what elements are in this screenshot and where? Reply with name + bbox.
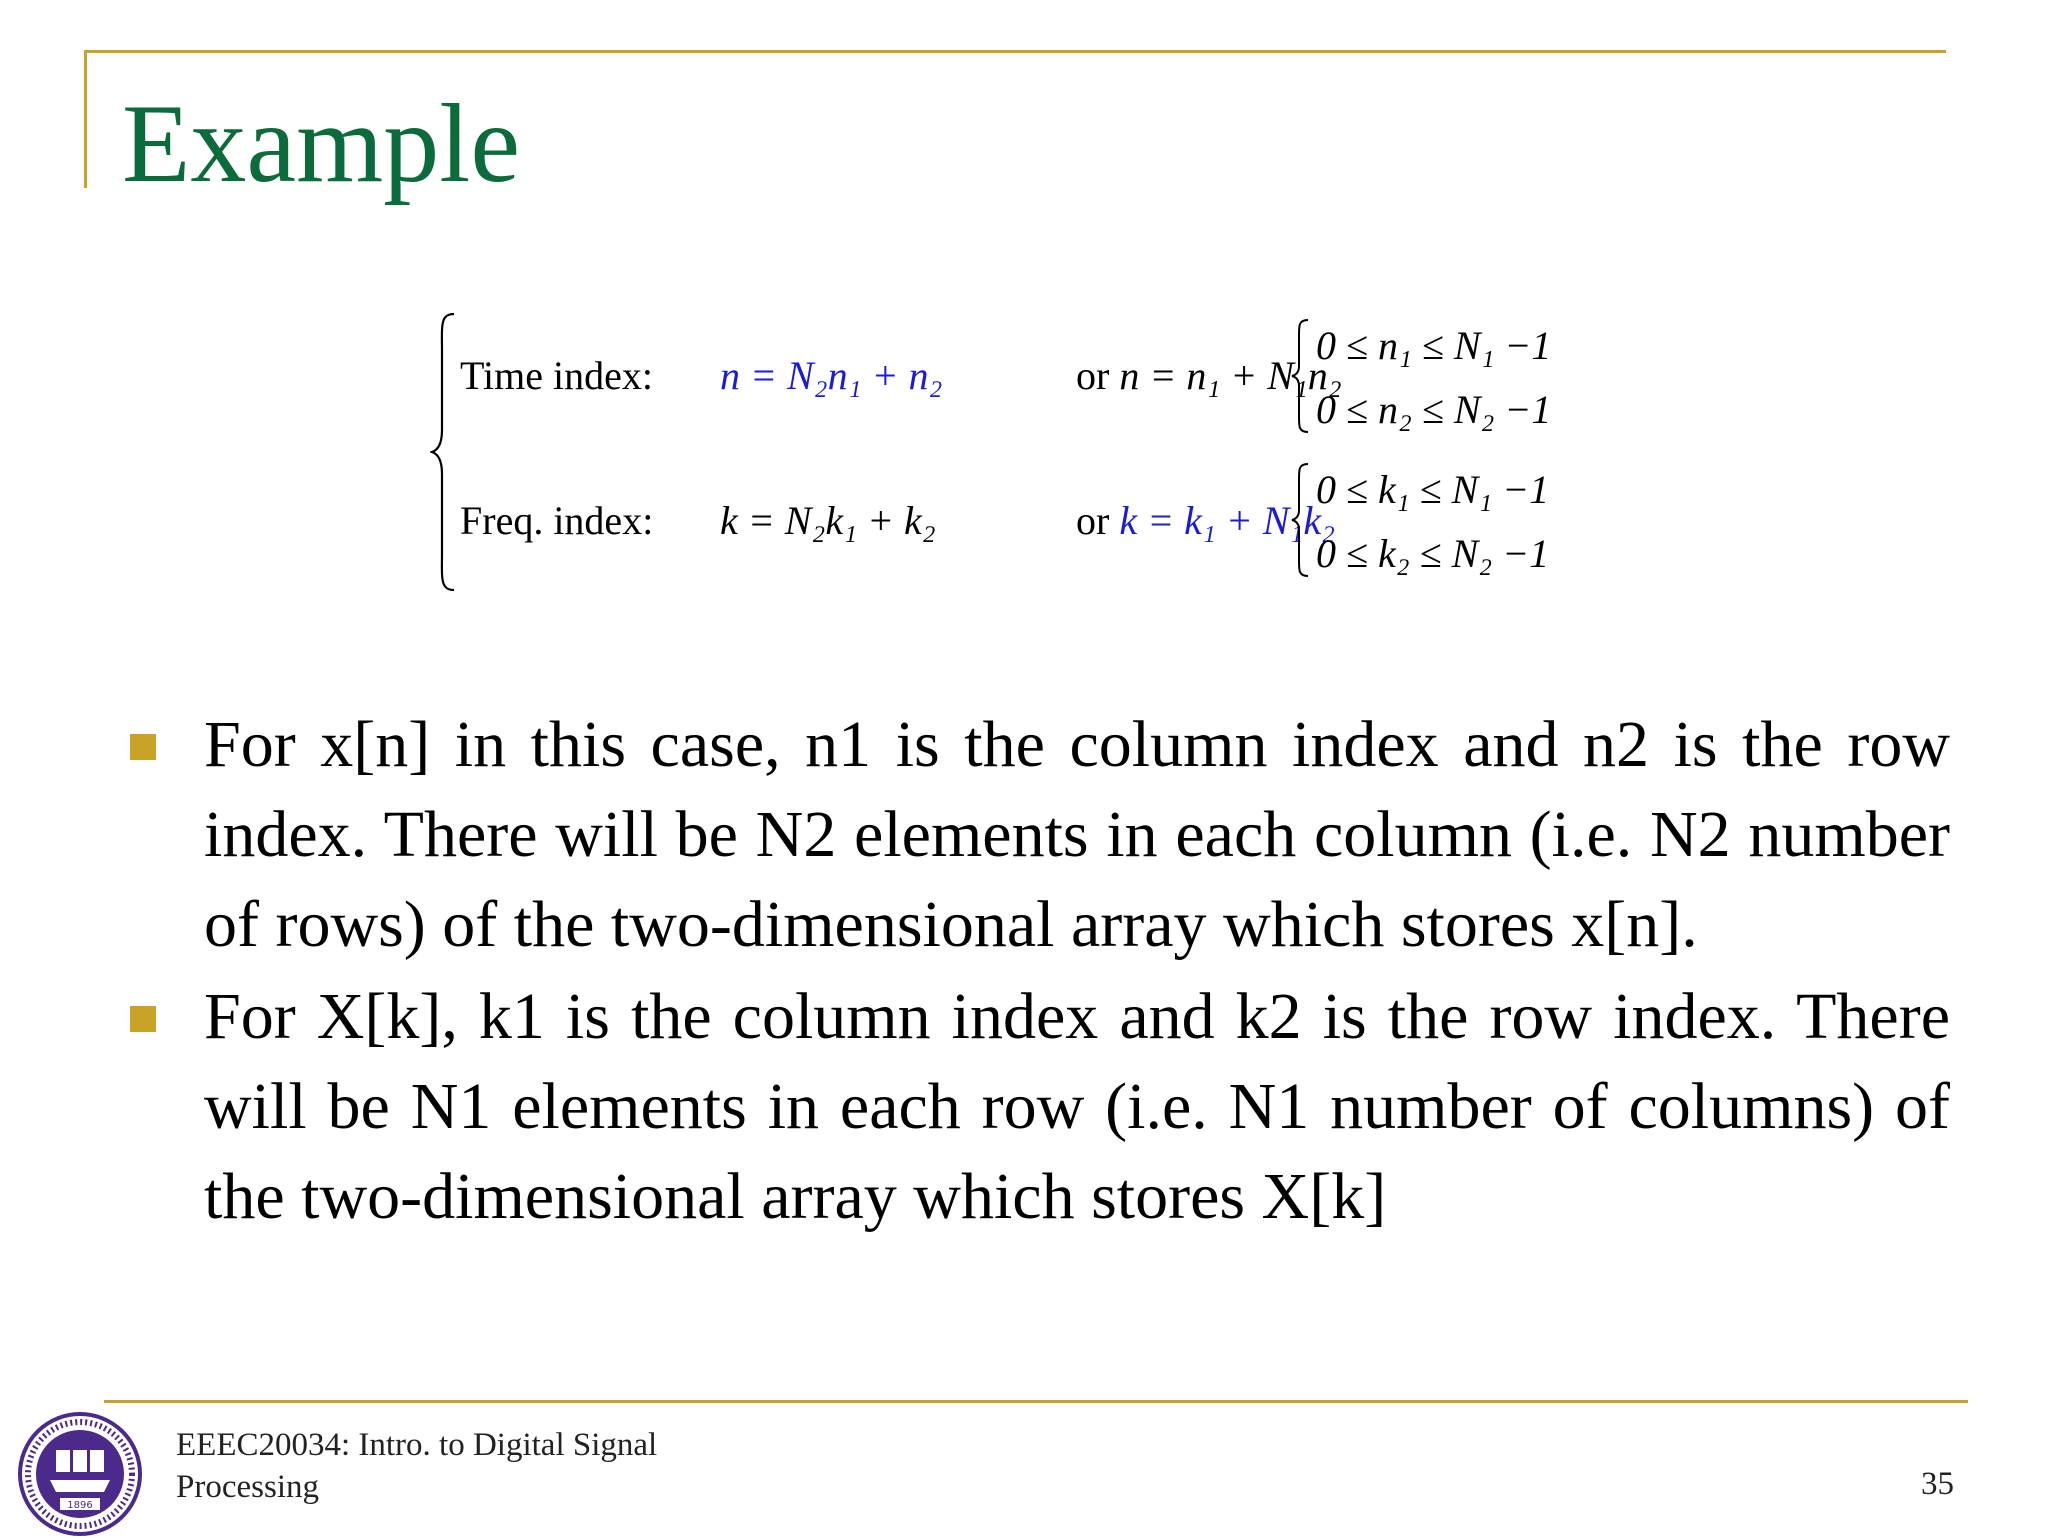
freq-index-main-eq: k = N₂k₁ + k₂ bbox=[720, 498, 936, 543]
freq-index-label: Freq. index: bbox=[460, 498, 654, 543]
time-condition-1: 0 ≤ n₁ ≤ N₁ −1 bbox=[1316, 323, 1552, 368]
freq-index-alt-eq: k = k₁ + N₁k₂ bbox=[1119, 498, 1335, 543]
equation-block bbox=[430, 312, 1580, 592]
time-index-main-eq: n = N₂n₁ + n₂ bbox=[720, 353, 943, 398]
time-conditions bbox=[1290, 316, 1590, 436]
course-name bbox=[176, 1424, 776, 1508]
footer-rule bbox=[104, 1400, 1968, 1403]
time-index-alt-eq: n = n₁ + N₁n₂ bbox=[1119, 353, 1342, 398]
square-bullet-icon bbox=[130, 1006, 156, 1032]
frame-left-rule bbox=[84, 50, 87, 188]
bullet-list bbox=[130, 700, 1950, 1242]
freq-index-row bbox=[460, 497, 1335, 557]
university-seal-logo bbox=[16, 1410, 144, 1538]
bullet-item bbox=[130, 700, 1950, 970]
svg-text:1896: 1896 bbox=[67, 1500, 93, 1511]
square-bullet-icon bbox=[130, 734, 156, 760]
time-index-or: or bbox=[1076, 353, 1110, 398]
freq-conditions-brace bbox=[1290, 460, 1310, 580]
left-brace bbox=[430, 312, 456, 592]
bullet-text: For X[k], k1 is the column index and k2 is the row index. There will be N1 elements in each row (i.e. N1 number of columns) of the two-dimensional array which stores X[k] bbox=[204, 980, 1950, 1233]
course-name-line-1: EEEC20034: Intro. to Digital Signal bbox=[176, 1427, 658, 1463]
time-index-row bbox=[460, 352, 1342, 412]
bullet-item bbox=[130, 972, 1950, 1242]
time-conditions-brace bbox=[1290, 316, 1310, 436]
slide-title: Example bbox=[122, 82, 521, 206]
bullet-text: For x[n] in this case, n1 is the column index and n2 is the row index. There will be N2 elements in each column (i.e. N2 number of rows) of the two-dimensional array which stores x[n]. bbox=[204, 708, 1950, 961]
time-index-label: Time index: bbox=[460, 353, 653, 398]
freq-condition-1: 0 ≤ k₁ ≤ N₁ −1 bbox=[1316, 467, 1550, 512]
freq-index-or: or bbox=[1076, 498, 1110, 543]
freq-condition-2: 0 ≤ k₂ ≤ N₂ −1 bbox=[1316, 531, 1550, 576]
page-number: 35 bbox=[1921, 1466, 1954, 1502]
freq-conditions bbox=[1290, 460, 1590, 580]
course-name-line-2: Processing bbox=[176, 1469, 319, 1505]
frame-top-rule bbox=[84, 50, 1946, 53]
time-condition-2: 0 ≤ n₂ ≤ N₂ −1 bbox=[1316, 387, 1552, 432]
